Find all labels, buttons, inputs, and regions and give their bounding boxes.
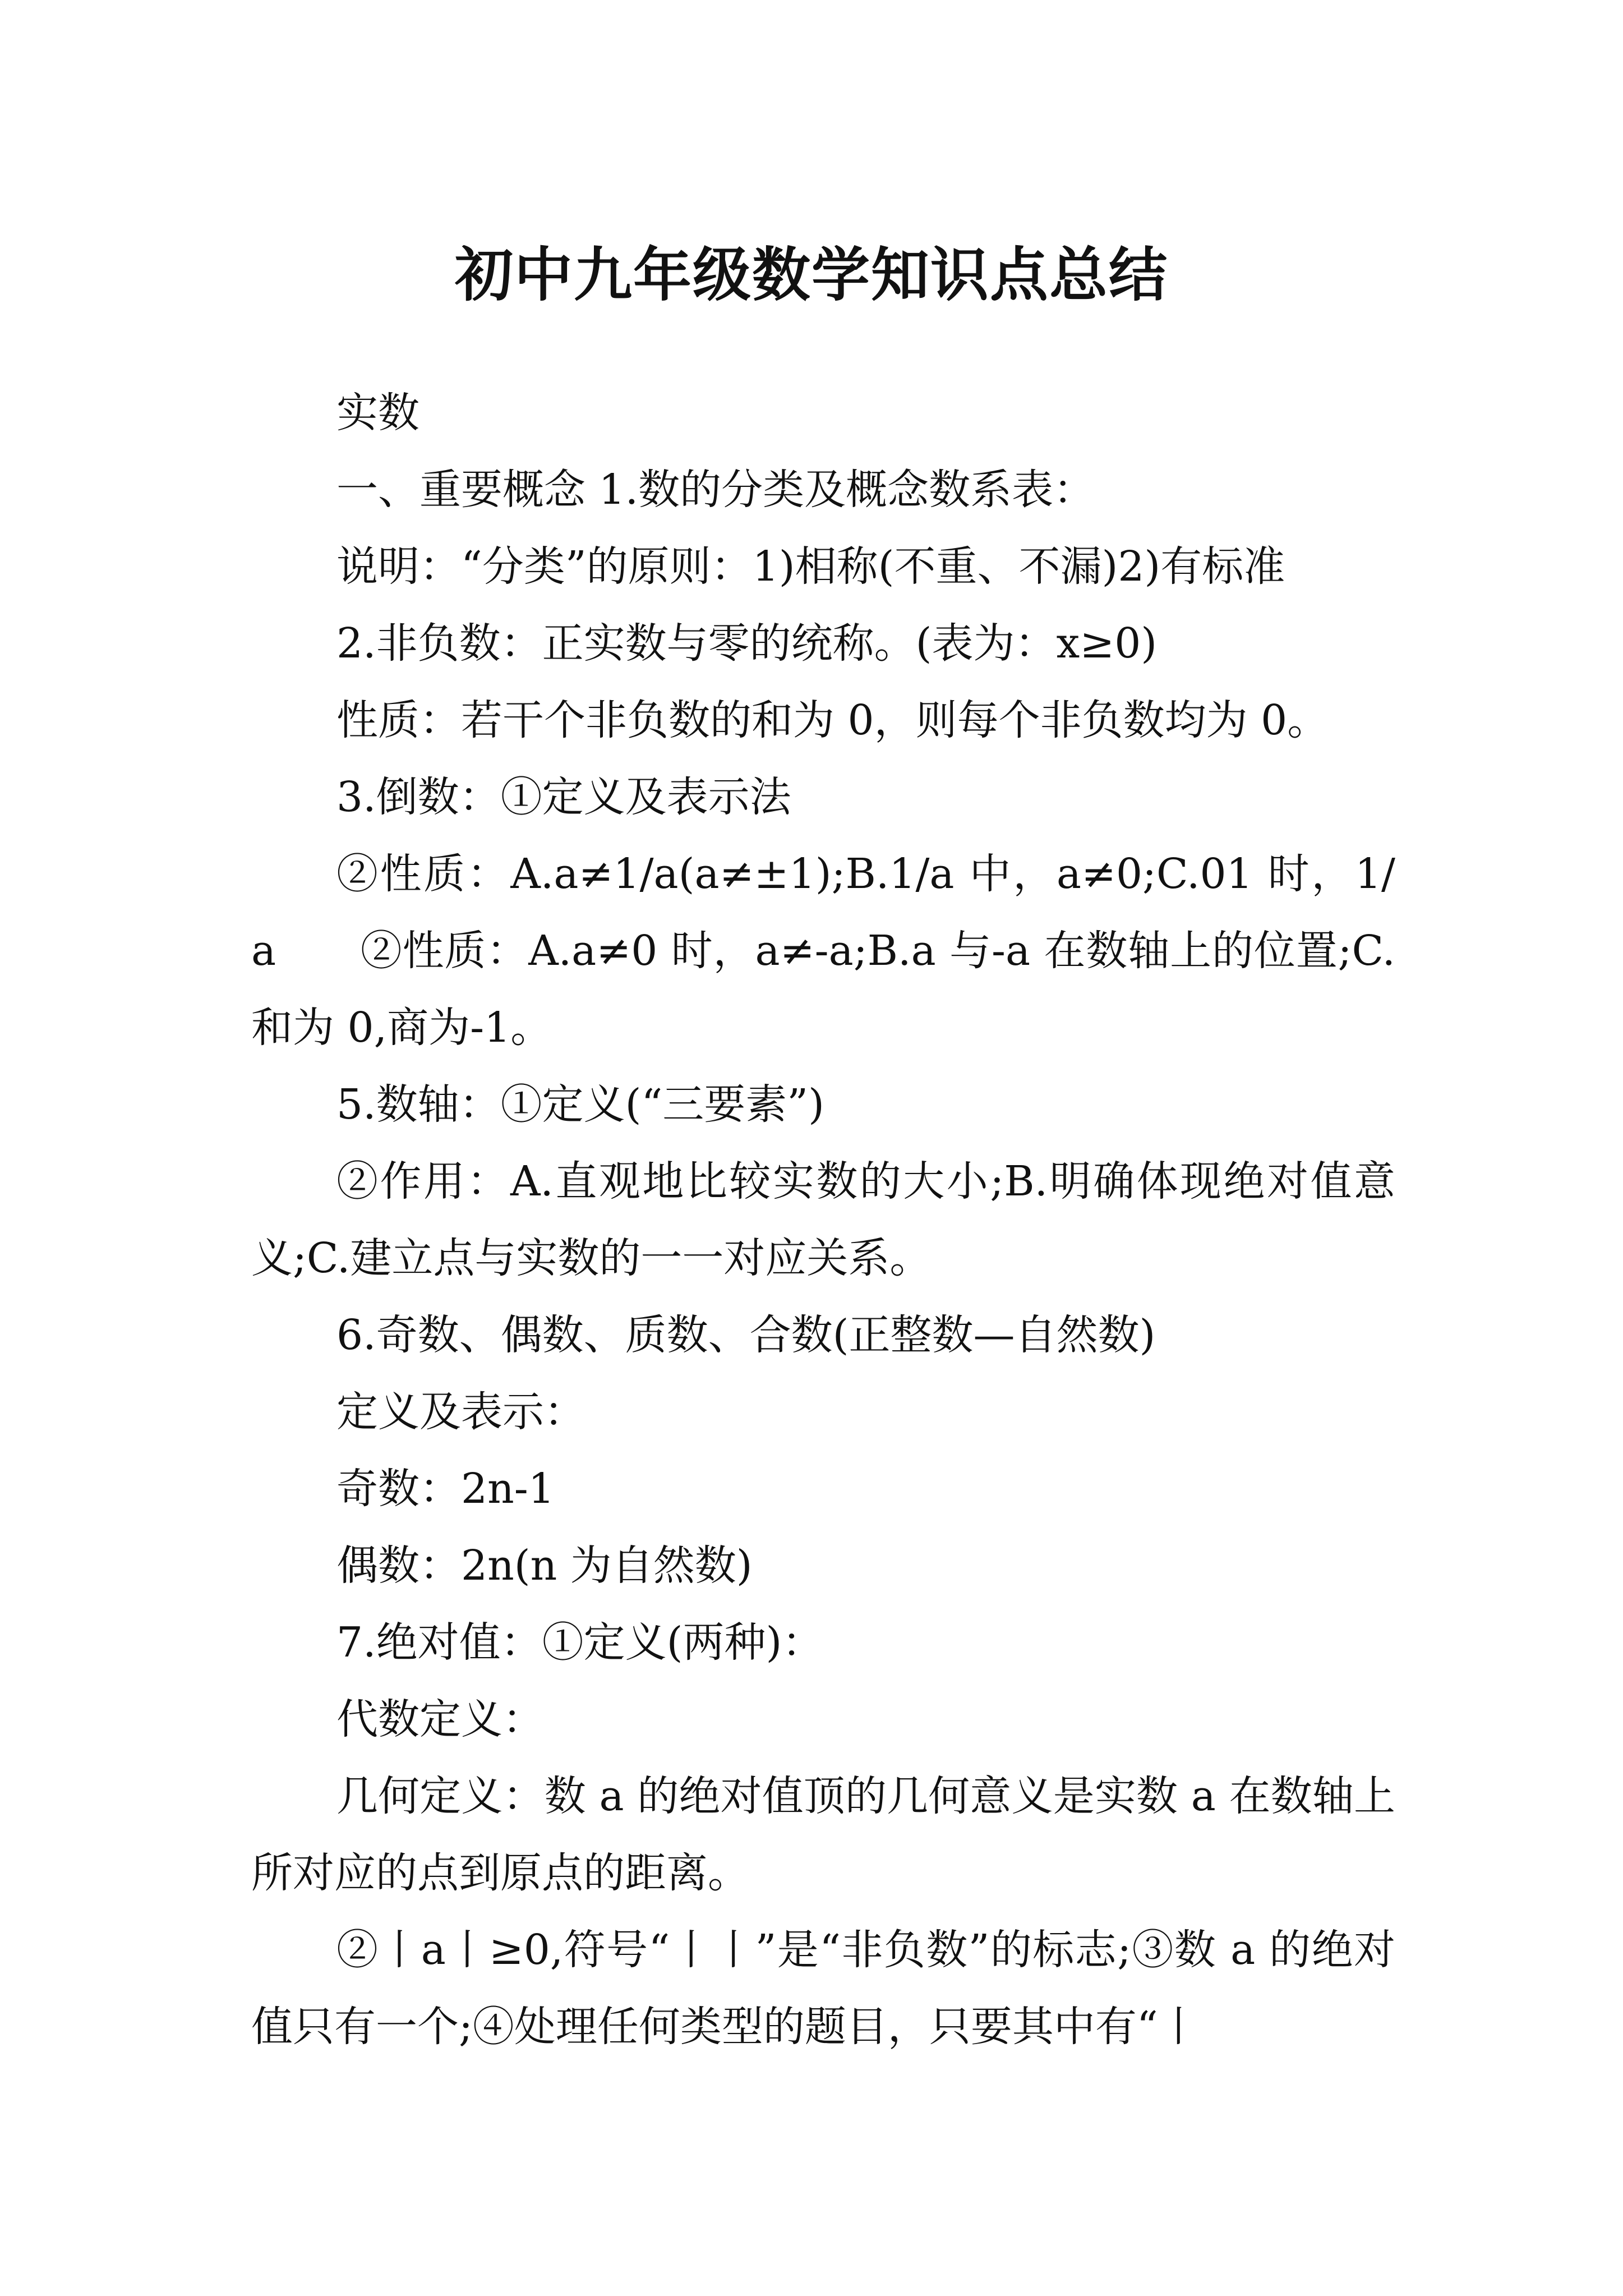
paragraph: 一、重要概念 1.数的分类及概念数系表： xyxy=(336,466,1095,514)
paragraph: 代数定义： xyxy=(336,1695,544,1743)
paragraph: 性质：若干个非负数的和为 0，则每个非负数均为 0。 xyxy=(336,696,1329,744)
paragraph: 5.数轴：①定义(“三要素”) xyxy=(336,1080,825,1129)
document-body xyxy=(251,375,1395,2065)
document-title: 初中九年级数学知识点总结 xyxy=(454,240,1168,309)
paragraph: 实数 xyxy=(336,389,419,437)
paragraph: ②性质：A.a≠1/a(a≠±1);B.1/a 中，a≠0;C.01 时，1/a ②性质：A.a≠0 时，a≠-a;B.a 与-a 在数轴上的位置;C.和为 0,商为-1。 xyxy=(251,850,1395,1052)
paragraph: 几何定义：数 a 的绝对值顶的几何意义是实数 a 在数轴上所对应的点到原点的距离。 xyxy=(251,1772,1395,1897)
paragraph: 定义及表示： xyxy=(336,1388,585,1436)
paragraph: 偶数：2n(n 为自然数) xyxy=(336,1542,753,1590)
paragraph: 说明：“分类”的原则：1)相称(不重、不漏)2)有标准 xyxy=(336,542,1285,591)
paragraph: 奇数：2n-1 xyxy=(336,1465,555,1513)
paragraph: 7.绝对值：①定义(两种)： xyxy=(336,1618,824,1667)
paragraph: ②丨a丨≥0,符号“丨丨”是“非负数”的标志;③数 a 的绝对值只有一个;④处理任何类型的题目，只要其中有“丨 xyxy=(251,1926,1395,2051)
paragraph: 6.奇数、偶数、质数、合数(正整数—自然数) xyxy=(336,1311,1156,1359)
paragraph: 3.倒数：①定义及表示法 xyxy=(336,773,791,821)
paragraph: 2.非负数：正实数与零的统称。(表为：x≥0) xyxy=(336,619,1158,668)
paragraph: ②作用：A.直观地比较实数的大小;B.明确体现绝对值意义;C.建立点与实数的一一对应关系。 xyxy=(251,1157,1395,1282)
